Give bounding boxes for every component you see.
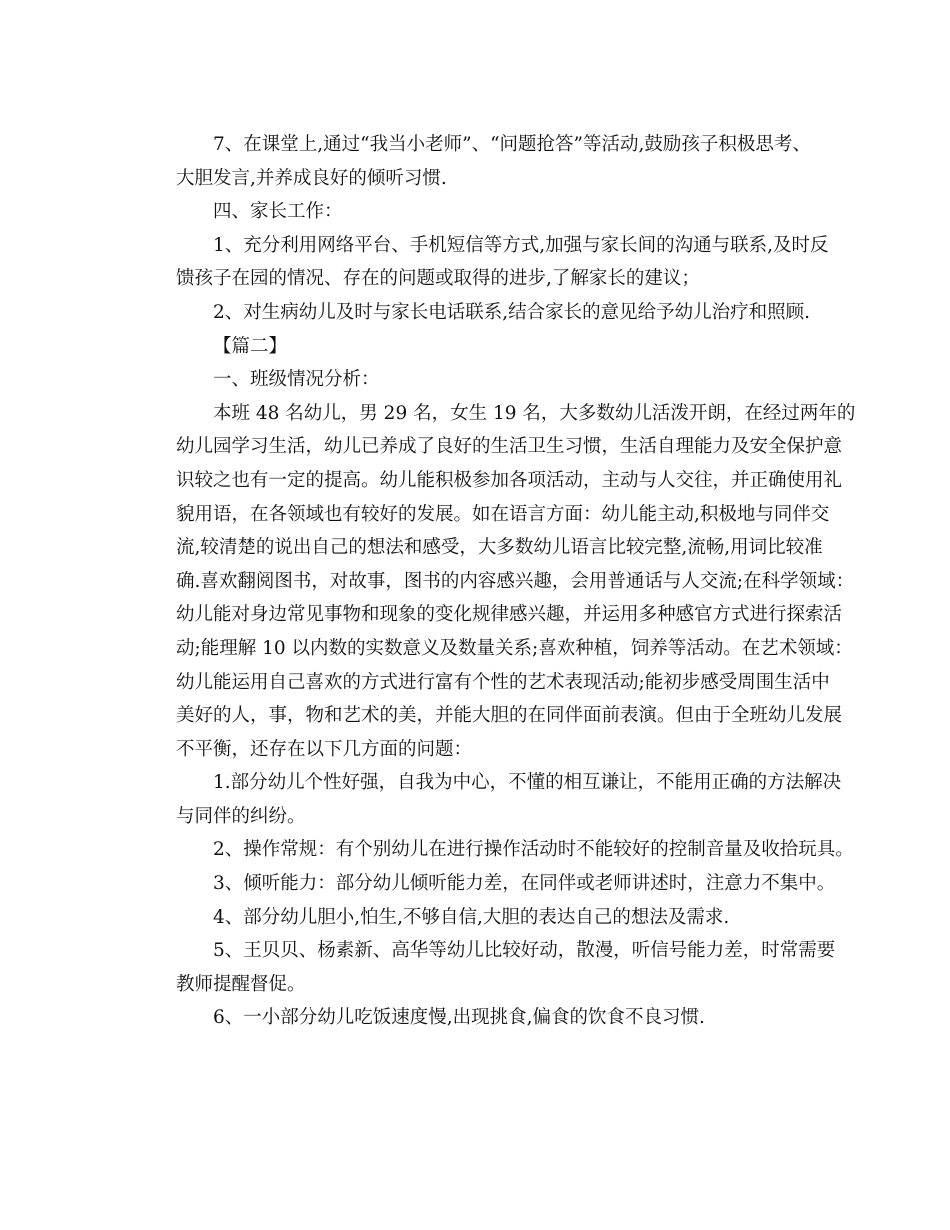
document-body <box>139 128 856 1035</box>
text-line: 四、家长工作： <box>213 201 343 223</box>
text-line: 不平衡，还存在以下几方面的问题： <box>176 738 473 760</box>
list-item-problem-3 <box>139 867 836 901</box>
text-line: 大胆发言,并养成良好的倾听习惯. <box>176 167 447 189</box>
text-line: 幼儿园学习生活，幼儿已养成了良好的生活卫生习惯，生活自理能力及安全保护意 <box>176 436 843 458</box>
text-line: 教师提醒督促。 <box>176 973 306 995</box>
text-line: 幼儿能对身边常见事物和现象的变化规律感兴趣，并运用多种感官方式进行探索活 <box>176 604 843 626</box>
text-line: 本班 48 名幼儿，男 29 名，女生 19 名，大多数幼儿活泼开朗，在经过两年的 <box>213 402 856 424</box>
text-line: 7、在课堂上,通过“我当小老师”、“问题抢答”等活动,鼓励孩子积极思考、 <box>213 134 811 155</box>
text-line: 流,较清楚的说出自己的想法和感受，大多数幼儿语言比较完整,流畅,用词比较准 <box>176 537 823 559</box>
section-heading-class-analysis <box>139 363 825 397</box>
text-line: 与同伴的纠纷。 <box>176 805 306 827</box>
text-line: 1、充分利用网络平台、手机短信等方式,加强与家长间的沟通与联系,及时反 <box>213 234 829 256</box>
list-item-problem-2 <box>139 833 854 867</box>
text-line: 2、对生病幼儿及时与家长电话联系,结合家长的意见给予幼儿治疗和照顾. <box>213 301 811 323</box>
text-line: 2、操作常规：有个别幼儿在进行操作活动时不能较好的控制音量及收拾玩具。 <box>213 839 854 861</box>
text-line: 5、王贝贝、杨素新、高华等幼儿比较好动，散漫，听信号能力差，时常需要 <box>213 940 836 962</box>
section-heading-parent-work <box>139 195 825 229</box>
paragraph-class-overview <box>139 397 856 767</box>
paragraph-classroom-activities <box>139 128 825 195</box>
list-item-problem-4 <box>139 901 825 935</box>
text-line: 【篇二】 <box>213 335 288 357</box>
text-line: 馈孩子在园的情况、存在的问题或取得的进步,了解家长的建议； <box>176 268 700 290</box>
text-line: 3、倾听能力：部分幼儿倾听能力差，在同伴或老师讲述时，注意力不集中。 <box>213 873 836 895</box>
text-line: 动;能理解 10 以内数的实数意义及数量关系;喜欢种植，饲养等活动。在艺术领域： <box>176 637 853 659</box>
text-line: 识较之也有一定的提高。幼儿能积极参加各项活动，主动与人交往，并正确使用礼 <box>176 469 843 491</box>
text-line: 确.喜欢翻阅图书，对故事，图书的内容感兴趣，会用普通话与人交流;在科学领域： <box>176 570 855 592</box>
text-line: 1.部分幼儿个性好强，自我为中心，不懂的相互谦让，不能用正确的方法解决 <box>213 772 842 794</box>
list-item-problem-1 <box>139 766 842 833</box>
paragraph-parent-communication <box>139 229 829 296</box>
paragraph-sick-children <box>139 296 825 330</box>
chapter-heading-part-two <box>139 330 825 364</box>
text-line: 貌用语，在各领域也有较好的发展。如在语言方面：幼儿能主动,积极地与同伴交 <box>176 503 830 525</box>
text-line: 6、一小部分幼儿吃饭速度慢,出现挑食,偏食的饮食不良习惯. <box>213 1007 705 1029</box>
list-item-problem-5 <box>139 934 836 1001</box>
text-line: 美好的人，事，物和艺术的美，并能大胆的在同伴面前表演。但由于全班幼儿发展 <box>176 705 843 727</box>
text-line: 幼儿能运用自己喜欢的方式进行富有个性的艺术表现活动;能初步感受周围生活中 <box>176 671 830 693</box>
text-line: 4、部分幼儿胆小,怕生,不够自信,大胆的表达自己的想法及需求. <box>213 906 730 928</box>
text-line: 一、班级情况分析： <box>213 369 380 391</box>
list-item-problem-6 <box>139 1001 825 1035</box>
